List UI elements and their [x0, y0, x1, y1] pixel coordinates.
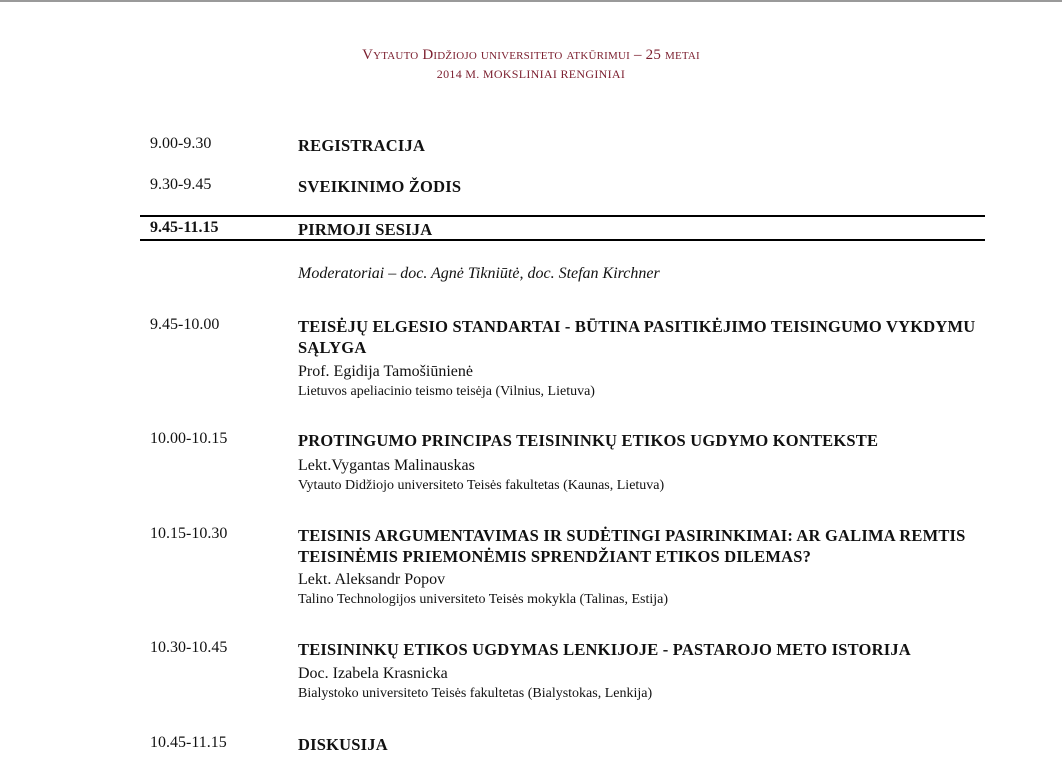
schedule-title: DISKUSIJA — [298, 735, 388, 754]
talk-title: TEISININKŲ ETIKOS UGDYMAS LENKIJOJE - PASTAROJO METO ISTORIJA — [298, 640, 911, 659]
session-title: PIRMOJI SESIJA — [298, 220, 433, 239]
schedule-time: 9.00-9.30 — [150, 135, 212, 152]
talk-affiliation: Bialystoko universiteto Teisės fakultetas (Bialystokas, Lenkija) — [298, 686, 653, 701]
talk-time: 10.30-10.45 — [150, 639, 228, 656]
talk-speaker: Lekt. Aleksandr Popov — [298, 571, 446, 588]
talk-speaker: Lekt.Vygantas Malinauskas — [298, 457, 475, 474]
session-bottom-rule — [140, 239, 985, 241]
document-header — [0, 46, 1062, 84]
page-top-edge — [0, 0, 1062, 2]
talk-time: 9.45-10.00 — [150, 316, 220, 333]
talk-affiliation: Talino Technologijos universiteto Teisės mokykla (Talinas, Estija) — [298, 592, 668, 607]
talk-time: 10.00-10.15 — [150, 430, 228, 447]
session-top-rule — [140, 215, 985, 217]
schedule-time: 10.45-11.15 — [150, 734, 227, 751]
talk-speaker: Prof. Egidija Tamošiūnienė — [298, 363, 473, 380]
session-time: 9.45-11.15 — [150, 219, 219, 236]
session-moderators: Moderatoriai – doc. Agnė Tikniūtė, doc. Stefan Kirchner — [298, 265, 660, 282]
schedule-title: SVEIKINIMO ŽODIS — [298, 177, 462, 196]
talk-speaker: Doc. Izabela Krasnicka — [298, 665, 448, 682]
header-line-1: Vytauto Didžiojo universiteto atkūrimui – 25 metai — [362, 47, 700, 63]
schedule-title: REGISTRACIJA — [298, 136, 426, 155]
talk-affiliation: Vytauto Didžiojo universiteto Teisės fakultetas (Kaunas, Lietuva) — [298, 478, 665, 493]
talk-title: TEISĖJŲ ELGESIO STANDARTAI - BŪTINA PASITIKĖJIMO TEISINGUMO VYKDYMU SĄLYGA — [298, 317, 976, 357]
header-line-2: 2014 M. MOKSLINIAI RENGINIAI — [436, 67, 626, 81]
talk-affiliation: Lietuvos apeliacinio teismo teisėja (Vilnius, Lietuva) — [298, 384, 595, 399]
talk-title: TEISINIS ARGUMENTAVIMAS IR SUDĖTINGI PASIRINKIMAI: AR GALIMA REMTIS TEISINĖMIS PRIEMONĖMIS SPRENDŽIANT ETIKOS DILEMAS? — [298, 526, 966, 566]
schedule-time: 9.30-9.45 — [150, 176, 212, 193]
talk-title: PROTINGUMO PRINCIPAS TEISININKŲ ETIKOS UGDYMO KONTEKSTE — [298, 431, 879, 450]
talk-time: 10.15-10.30 — [150, 525, 228, 542]
